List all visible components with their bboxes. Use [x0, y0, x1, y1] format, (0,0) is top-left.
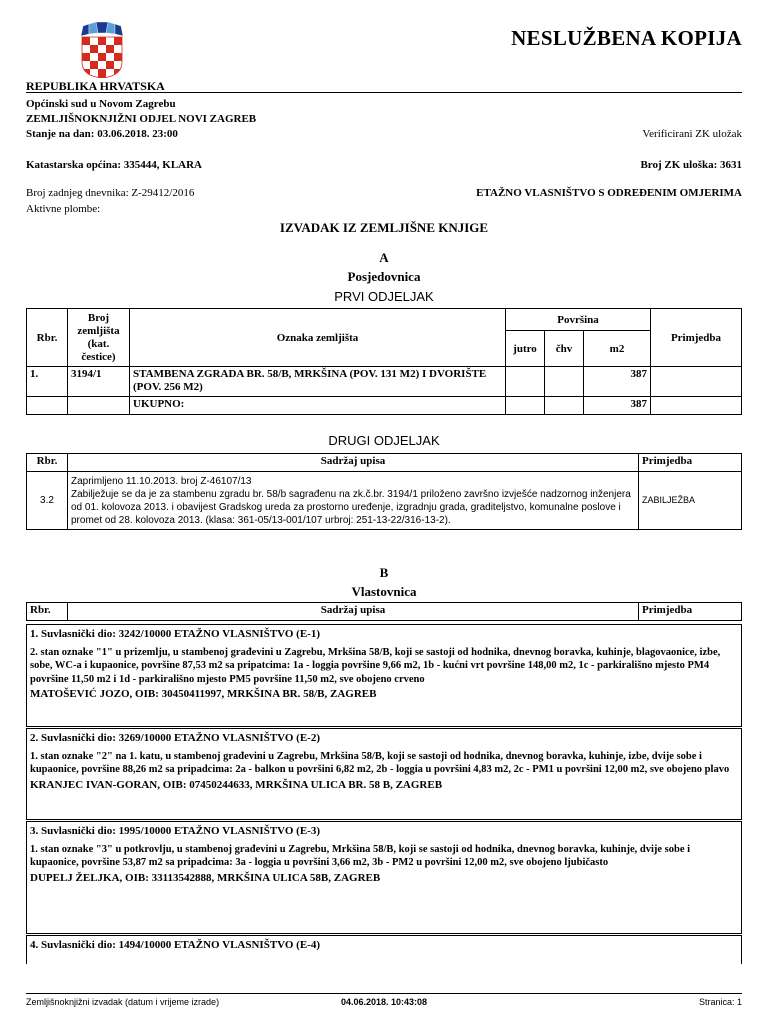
ownership-entry-3 — [26, 821, 742, 934]
land-table — [26, 308, 742, 415]
col-m2: m2 — [584, 331, 651, 367]
footer-label: Zemljišnoknjižni izvadak (datum i vrijeme izrade) — [26, 997, 220, 1007]
entry-description: 1. stan oznake "3" u potkrovlju, u stambenoj građevini u Zagrebu, Mrkšina 58/B, koji se sastoji od hodnika, dnevnog boravka, kuhinje, dvije sobe i kupaonice, površine 53,87 m2 sa pripadcima: 3a - loggia u površini 3,66 m2, 3b - PM2 u površini 12,00 m2, sve obojeno ljubičasto — [30, 843, 691, 868]
section-b-letter: B — [379, 565, 389, 580]
ownership-type: ETAŽNO VLASNIŠTVO S ODREĐENIM OMJERIMA — [476, 187, 742, 199]
part2-title: DRUGI ODJELJAK — [328, 433, 440, 448]
footer-page-number: Stranica: 1 — [698, 997, 742, 1007]
row-oznaka: STAMBENA ZGRADA BR. 58/B, MRKŠINA (POV. 131 M2) I DVORIŠTE (POV. 256 M2) — [130, 367, 506, 397]
unofficial-copy-title: NESLUŽBENA KOPIJA — [511, 26, 742, 50]
col-rbr: Rbr. — [27, 454, 68, 472]
col-broj: Broj zemljišta (kat. čestice) — [68, 309, 130, 367]
ownership-entry-4 — [26, 935, 742, 964]
footer-datetime: 04.06.2018. 10:43:08 — [340, 997, 428, 1007]
table-row — [27, 367, 742, 397]
croatian-coat-of-arms-icon — [80, 22, 124, 78]
ownership-entry-2 — [26, 728, 742, 820]
entry-title: 2. Suvlasnički dio: 3269/10000 ETAŽNO VLASNIŠTVO (E-2) — [30, 732, 321, 744]
verified-label: Verificirani ZK uložak — [642, 128, 742, 140]
document-title: IZVADAK IZ ZEMLJIŠNE KNJIGE — [279, 220, 489, 235]
entry-title: 4. Suvlasnički dio: 1494/10000 ETAŽNO VLASNIŠTVO (E-4) — [30, 939, 321, 951]
country-name: REPUBLIKA HRVATSKA — [26, 79, 165, 93]
status-date: Stanje na dan: 03.06.2018. 23:00 — [26, 128, 178, 140]
total-m2: 387 — [584, 397, 651, 415]
footer-divider — [26, 993, 742, 994]
entry-title: 3. Suvlasnički dio: 1995/10000 ETAŽNO VLASNIŠTVO (E-3) — [30, 825, 321, 837]
ownership-entry-1 — [26, 624, 742, 727]
col-rbr: Rbr. — [27, 309, 68, 367]
entry-text: Zabilježuje se da je za stambenu zgradu br. 58/b sagrađenu na zk.č.br. 3194/1 priloženo završno izvješće nadzornog inženjera od 01. kolovoza 2013. i obavijest Gradskog ureda za prostorno uređenje, izgradnju grada, graditeljstvo, komunalne poslove i promet od 28. kolovoza 2013. (klasa: 361-05/13-001/107 urbroj: 251-13-22/316-13-2). — [71, 489, 631, 526]
entry-owner: DUPELJ ŽELJKA, OIB: 33113542888, MRKŠINA ULICA 58B, ZAGREB — [30, 871, 381, 884]
active-seals: Aktivne plombe: — [26, 203, 101, 215]
entry-remark: ZABILJEŽBA — [639, 472, 742, 530]
col-rbr: Rbr. — [27, 603, 68, 621]
col-povrsina: Površina — [506, 309, 651, 331]
table-row — [27, 472, 742, 530]
entry-owner: KRANJEC IVAN-GORAN, OIB: 07450244633, MRKŠINA ULICA BR. 58 B, ZAGREB — [30, 778, 443, 791]
col-primjedba: Primjedba — [639, 454, 742, 472]
entry-title: 1. Suvlasnički dio: 3242/10000 ETAŽNO VLASNIŠTVO (E-1) — [30, 628, 321, 640]
entry-received: Zaprimljeno 11.10.2013. broj Z-46107/13 — [71, 476, 252, 487]
col-sadrzaj: Sadržaj upisa — [68, 454, 639, 472]
last-journal-number: Broj zadnjeg dnevnika: Z-29412/2016 — [26, 187, 195, 199]
entry-description: 2. stan oznake "1" u prizemlju, u stambenoj građevini u Zagrebu, Mrkšina 58/B, koji se sastoji od hodnika, dnevnog boravka, kuhinje, blagovaonice, izbe, sobe, WC-a i kupaonice, površine 87,53 m2 sa pripatcima: 1a - loggia površine 9,66 m2, 1b - kućni vrt površine 148,00 m2, 1c - parkirališno mjesto PM4 površine 11,50 m2 i 1d - parkirališno mjesto PM5 površine 11,50 m2, sve obojeno crveno — [30, 646, 721, 685]
cadastral-municipality: Katastarska općina: 335444, KLARA — [26, 159, 203, 171]
col-primjedba: Primjedba — [651, 309, 742, 367]
total-label: UKUPNO: — [130, 397, 506, 415]
section-a-name: Posjedovnica — [347, 269, 421, 284]
header-divider — [26, 92, 742, 93]
col-jutro: jutro — [506, 331, 545, 367]
court-name: Općinski sud u Novom Zagrebu — [26, 98, 176, 110]
section-a-letter: A — [379, 250, 389, 265]
entry-owner: MATOŠEVIĆ JOZO, OIB: 30450411997, MRKŠINA BR. 58/B, ZAGREB — [30, 688, 377, 700]
ownership-header-table — [26, 602, 742, 621]
row-broj: 3194/1 — [68, 367, 130, 397]
col-sadrzaj: Sadržaj upisa — [68, 603, 639, 621]
zk-number: Broj ZK uloška: 3631 — [640, 159, 742, 171]
col-oznaka: Oznaka zemljišta — [130, 309, 506, 367]
entry-rbr: 3.2 — [27, 472, 68, 530]
entry-description: 1. stan oznake "2" na 1. katu, u stambenoj građevini u Zagrebu, Mrkšina 58/B, koji se sastoji od hodnika, dnevnog boravka, kuhinje, izbe, dvije sobe i kupaonice, površine 88,26 m2 sa pripadcima: 2a - balkon u površini 6,82 m2, 2b - loggia u površini 4,83 m2, 2c - PM1 u površini 12,00 m2, sve obojeno plavo — [30, 750, 730, 775]
row-rbr: 1. — [27, 367, 68, 397]
row-m2: 387 — [584, 367, 651, 397]
department-name: ZEMLJIŠNOKNJIŽNI ODJEL NOVI ZAGREB — [26, 113, 257, 125]
col-primjedba: Primjedba — [639, 603, 742, 621]
col-chv: čhv — [545, 331, 584, 367]
section-b-name: Vlastovnica — [351, 584, 417, 599]
total-row — [27, 397, 742, 415]
entries-table — [26, 453, 742, 530]
part1-title: PRVI ODJELJAK — [334, 289, 434, 304]
